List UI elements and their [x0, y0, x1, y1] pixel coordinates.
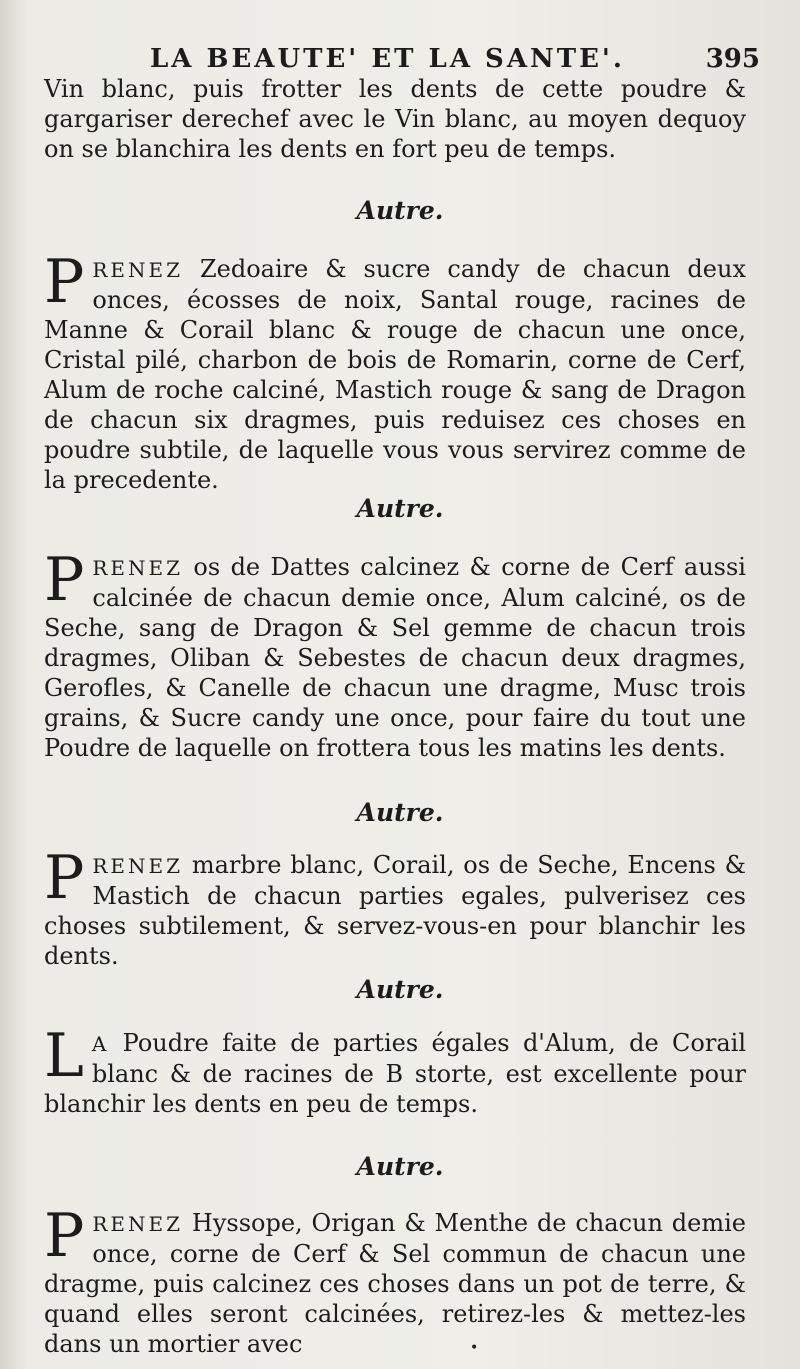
- recipe-text: marbre blanc, Corail, os de Seche, Encens & Mastich de chacun parties egales, pulverisez ces choses subtilement, & servez-vous-en pour blanchir les dents.: [44, 851, 746, 970]
- running-title: LA BEAUTE' ET LA SANTE'.: [150, 44, 625, 74]
- recipe-text: os de Dattes calcinez & corne de Cerf aussi calcinée de chacun demie once, Alum calciné, os de Seche, sang de Dragon & Sel gemme de chacun trois dragmes, Oliban & Sebestes de chacun deux dragmes, Gerofles, & Canelle de chacun une dragme, Musc trois grains, & Sucre candy une once, pour faire du tout une Poudre de laquelle on frottera tous les matins les dents.: [44, 553, 746, 762]
- drop-cap: P: [44, 843, 85, 913]
- recipe-paragraph: [44, 247, 746, 495]
- running-header: [150, 44, 760, 74]
- recipe-paragraph: [44, 545, 746, 763]
- recipe-text: Zedoaire & sucre candy de chacun deux onces, écosses de noix, Santal rouge, racines de Manne & Corail blanc & rouge de chacun une once, Cristal pilé, charbon de bois de Romarin, corne de Cerf, Alum de roche calciné, Mastich rouge & sang de Dragon de chacun six dragmes, puis reduisez ces choses en poudre subtile, de laquelle vous vous servirez comme de la precedente.: [44, 255, 746, 494]
- recipe-text: Hyssope, Origan & Menthe de chacun demie once, corne de Cerf & Sel commun de chacun une dragme, puis calcinez ces choses dans un pot de terre, & quand elles seront calcinées, retirez-les & mettez-les dans un mortier avec: [44, 1209, 746, 1358]
- drop-cap: P: [44, 247, 85, 317]
- drop-cap: L: [44, 1021, 84, 1091]
- lead-word: A: [91, 1032, 110, 1056]
- lead-word: RENEZ: [92, 258, 184, 282]
- section-heading: Autre.: [356, 975, 444, 1004]
- page-mark: •: [470, 1340, 479, 1356]
- lead-word: RENEZ: [92, 556, 184, 580]
- section-heading: Autre.: [356, 494, 444, 523]
- recipe-paragraph: [44, 1201, 746, 1359]
- section-heading: Autre.: [356, 1152, 444, 1181]
- lead-word: RENEZ: [92, 1212, 184, 1236]
- page-number: 395: [705, 44, 760, 74]
- drop-cap: P: [44, 545, 85, 615]
- recipe-paragraph: [44, 843, 746, 971]
- recipe-text: Poudre faite de parties égales d'Alum, de Corail blanc & de racines de B storte, est excellente pour blanchir les dents en peu de temps.: [44, 1029, 746, 1118]
- intro-paragraph: Vin blanc, puis frotter les dents de cette poudre & gargariser derechef avec le Vin blanc, au moyen dequoy on se blanchira les dents en fort peu de temps.: [44, 75, 746, 163]
- section-heading: Autre.: [356, 798, 444, 827]
- drop-cap: P: [44, 1201, 85, 1271]
- recipe-paragraph: [44, 1021, 746, 1119]
- lead-word: RENEZ: [92, 854, 184, 878]
- section-heading: Autre.: [356, 196, 444, 225]
